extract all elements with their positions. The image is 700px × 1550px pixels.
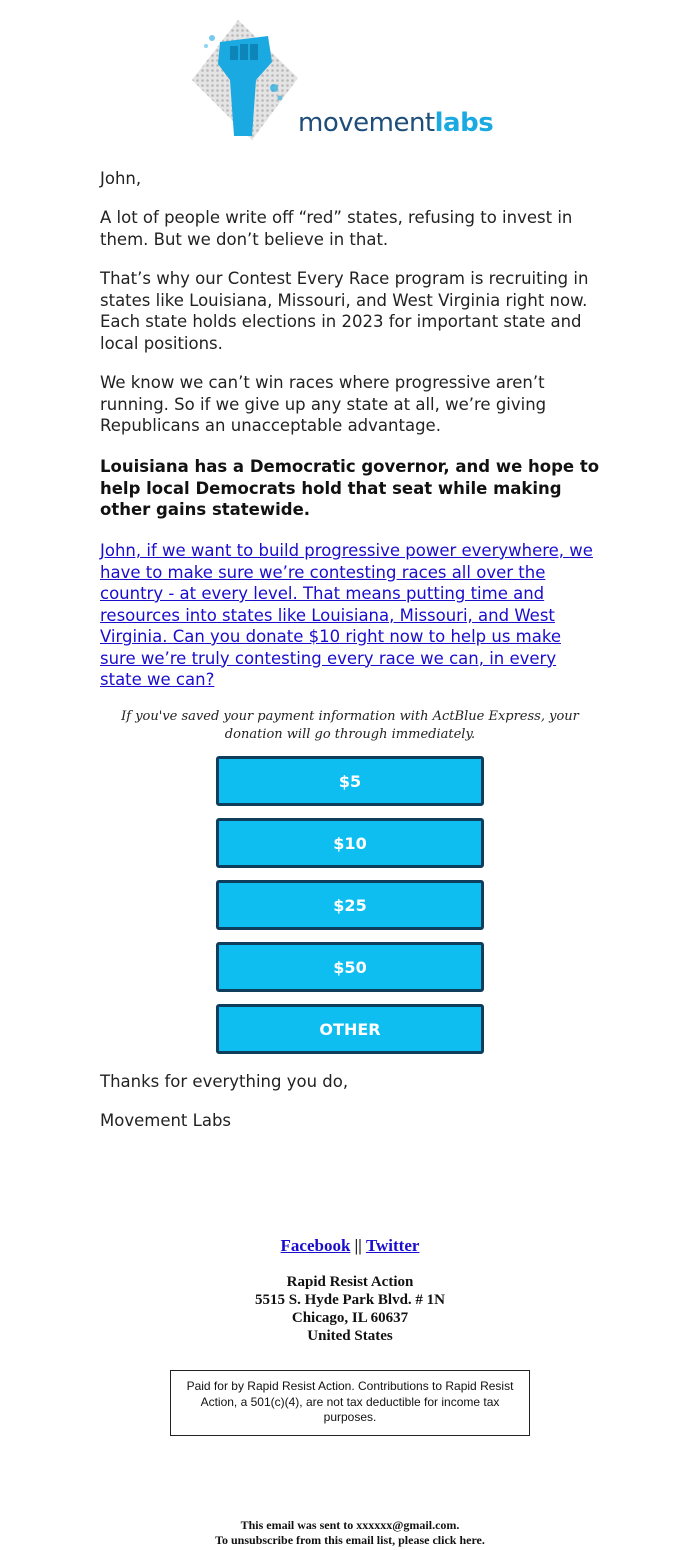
address-street: 5515 S. Hyde Park Blvd. # 1N (254, 1292, 446, 1308)
greeting: John, (100, 169, 142, 188)
paid-for-disclaimer: Paid for by Rapid Resist Action. Contributions to Rapid Resist Action, a 501(c)(4), are not tax deductible for income tax purposes. (170, 1370, 530, 1436)
social-links (0, 1236, 700, 1256)
donate-50-button[interactable]: $50 (216, 942, 484, 992)
closing-line: Thanks for everything you do, (100, 1072, 349, 1091)
donate-ask-link[interactable]: John, if we want to build progressive power everywhere, we have to make sure we’re contesting races all over the country - at every level. That means putting time and resources into states like Louisiana, Missouri, and West Virginia. Can you donate $10 right now to help us make sure we’re truly contesting every race we can, in every state we can? (100, 541, 593, 689)
twitter-link[interactable]: Twitter (365, 1236, 420, 1255)
signature: Movement Labs (100, 1111, 232, 1130)
brand-logo (190, 18, 510, 150)
paragraph-1: A lot of people write off “red” states, refusing to invest in them. But we don’t believe in that. (100, 208, 573, 249)
facebook-link[interactable]: Facebook (280, 1236, 351, 1255)
sent-to-notice: This email was sent to xxxxxx@gmail.com. (240, 1518, 460, 1532)
actblue-express-note: If you've saved your payment information with ActBlue Express, your donation will go through immediately. (121, 709, 579, 742)
raised-fist-icon (190, 18, 300, 148)
donate-5-button[interactable]: $5 (216, 756, 484, 806)
link-separator: || (354, 1236, 362, 1255)
address-country: United States (307, 1328, 393, 1344)
mailing-address (0, 1273, 700, 1345)
brand-wordmark (298, 108, 493, 138)
address-org: Rapid Resist Action (286, 1274, 414, 1290)
donate-other-button[interactable]: OTHER (216, 1004, 484, 1054)
donate-25-button[interactable]: $25 (216, 880, 484, 930)
unsubscribe-link[interactable]: To unsubscribe from this email list, please click here. (215, 1533, 485, 1547)
wordmark-labs: labs (434, 108, 494, 138)
paragraph-2: That’s why our Contest Every Race program is recruiting in states like Louisiana, Missouri, and West Virginia right now. Each state holds elections in 2023 for important state and local positions. (100, 269, 589, 353)
unsubscribe-block (0, 1518, 700, 1548)
paragraph-3: We know we can’t win races where progressive aren’t running. So if we give up any state at all, we’re giving Republicans an unacceptable advantage. (100, 373, 547, 435)
paragraph-bold: Louisiana has a Democratic governor, and we hope to help local Democrats hold that seat while making other gains statewide. (100, 457, 600, 519)
wordmark-movement: movement (298, 108, 435, 138)
donate-10-button[interactable]: $10 (216, 818, 484, 868)
address-city: Chicago, IL 60637 (291, 1310, 409, 1326)
